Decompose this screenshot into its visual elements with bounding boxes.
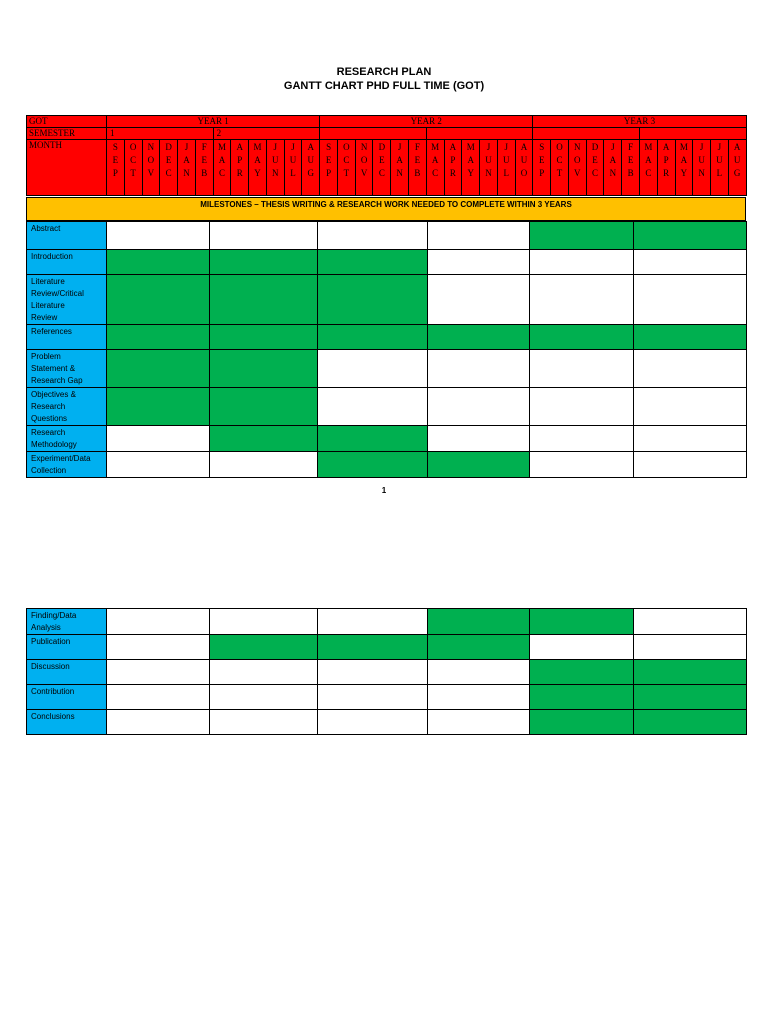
month-letter: C bbox=[432, 168, 439, 178]
month-letter: P bbox=[663, 155, 669, 165]
timeline-cell-empty bbox=[530, 350, 634, 388]
month-letter: O bbox=[343, 142, 350, 152]
month-letter: B bbox=[627, 168, 634, 178]
task-label bbox=[27, 660, 107, 685]
month-letter: C bbox=[165, 168, 172, 178]
timeline-cell-empty bbox=[107, 426, 210, 452]
month-letter: E bbox=[112, 155, 119, 165]
month-letter: V bbox=[574, 168, 581, 178]
month-letter: E bbox=[379, 155, 385, 165]
task-row bbox=[27, 635, 747, 660]
task-label bbox=[27, 222, 107, 250]
month-letter: C bbox=[645, 168, 652, 178]
timeline-cell-active bbox=[428, 452, 530, 478]
timeline-cell-active bbox=[318, 250, 428, 275]
task-label-line: Introduction bbox=[31, 252, 73, 261]
timeline-cell-active bbox=[530, 325, 634, 350]
milestone-banner: MILESTONES – THESIS WRITING & RESEARCH WORK NEEDED TO COMPLETE WITHIN 3 YEARS bbox=[26, 197, 746, 221]
month-letter: C bbox=[378, 168, 385, 178]
month-cell bbox=[711, 140, 729, 196]
timeline-cell-empty bbox=[107, 452, 210, 478]
month-cell bbox=[693, 140, 711, 196]
task-label bbox=[27, 325, 107, 350]
task-label-line: Collection bbox=[31, 466, 67, 475]
timeline-cell-active bbox=[318, 325, 428, 350]
task-row bbox=[27, 250, 747, 275]
month-letter: D bbox=[165, 142, 172, 152]
task-label bbox=[27, 426, 107, 452]
task-label bbox=[27, 635, 107, 660]
task-row bbox=[27, 710, 747, 735]
month-cell bbox=[515, 140, 533, 196]
month-letter: A bbox=[449, 142, 457, 152]
semester-cell: 1 bbox=[107, 128, 214, 140]
timeline-cell-active bbox=[634, 660, 747, 685]
timeline-cell-empty bbox=[210, 222, 318, 250]
month-letter: M bbox=[466, 142, 475, 152]
month-letter: G bbox=[733, 168, 741, 178]
timeline-cell-empty bbox=[634, 388, 747, 426]
month-letter: O bbox=[360, 155, 368, 165]
month-letter: N bbox=[147, 142, 155, 152]
timeline-cell-empty bbox=[318, 609, 428, 635]
month-letter: F bbox=[628, 142, 634, 152]
month-letter: A bbox=[733, 142, 741, 152]
timeline-cell-active bbox=[107, 350, 210, 388]
month-letter: U bbox=[485, 155, 492, 165]
month-letter: J bbox=[184, 142, 189, 152]
task-label bbox=[27, 609, 107, 635]
timeline-cell-empty bbox=[318, 685, 428, 710]
timeline-cell-active bbox=[210, 250, 318, 275]
timeline-cell-empty bbox=[318, 222, 428, 250]
month-letter: P bbox=[326, 168, 332, 178]
month-letter: N bbox=[698, 168, 705, 178]
month-letter: U bbox=[307, 155, 315, 165]
task-label-line: Analysis bbox=[31, 623, 61, 632]
month-letter: A bbox=[218, 155, 226, 165]
timeline-cell-active bbox=[530, 660, 634, 685]
task-label bbox=[27, 350, 107, 388]
month-letter: J bbox=[291, 142, 295, 152]
month-letter: A bbox=[396, 155, 403, 165]
month-cell bbox=[213, 140, 231, 196]
month-letter: C bbox=[218, 168, 225, 178]
month-letter: B bbox=[414, 168, 421, 178]
month-letter: C bbox=[556, 155, 563, 165]
task-row bbox=[27, 609, 747, 635]
timeline-cell-empty bbox=[428, 350, 530, 388]
task-row bbox=[27, 222, 747, 250]
month-cell bbox=[231, 140, 249, 196]
timeline-cell-empty bbox=[530, 452, 634, 478]
month-cell bbox=[320, 140, 338, 196]
month-cell bbox=[302, 140, 320, 196]
timeline-cell-active bbox=[634, 685, 747, 710]
timeline-cell-empty bbox=[634, 426, 747, 452]
month-letter: E bbox=[165, 155, 172, 165]
month-letter: A bbox=[662, 142, 670, 152]
timeline-cell-empty bbox=[107, 222, 210, 250]
month-letter: D bbox=[378, 142, 386, 152]
title-line-2: GANTT CHART PHD FULL TIME (GOT) bbox=[283, 80, 485, 92]
task-label-line: Review/Critical bbox=[31, 289, 84, 298]
task-label bbox=[27, 710, 107, 735]
timeline-cell-empty bbox=[634, 452, 747, 478]
task-label-line: Research Gap bbox=[31, 376, 83, 385]
month-letter: T bbox=[556, 168, 563, 178]
month-letter: R bbox=[663, 168, 670, 178]
timeline-cell-active bbox=[530, 609, 634, 635]
task-row bbox=[27, 452, 747, 478]
task-label-line: Publication bbox=[31, 637, 71, 646]
task-label-line: Objectives & bbox=[31, 390, 76, 399]
timeline-cell-active bbox=[530, 710, 634, 735]
timeline-cell-active bbox=[318, 635, 428, 660]
month-letter: V bbox=[360, 168, 368, 178]
month-letter: O bbox=[556, 142, 563, 152]
month-cell bbox=[160, 140, 178, 196]
task-label-line: Problem bbox=[31, 352, 61, 361]
month-letter: A bbox=[307, 142, 315, 152]
task-label-line: Research bbox=[31, 402, 66, 411]
timeline-cell-empty bbox=[210, 660, 318, 685]
month-letter: L bbox=[290, 168, 296, 178]
task-table-page-2 bbox=[26, 608, 747, 735]
task-label bbox=[27, 685, 107, 710]
timeline-cell-empty bbox=[428, 222, 530, 250]
task-label bbox=[27, 452, 107, 478]
month-letter: U bbox=[272, 155, 279, 165]
month-letter: Y bbox=[254, 168, 261, 178]
task-row bbox=[27, 350, 747, 388]
timeline-cell-active bbox=[210, 635, 318, 660]
month-letter: A bbox=[520, 142, 528, 152]
timeline-cell-empty bbox=[318, 710, 428, 735]
month-letter: A bbox=[431, 155, 439, 165]
month-cell bbox=[373, 140, 391, 196]
task-row bbox=[27, 388, 747, 426]
month-letter: T bbox=[343, 168, 350, 178]
month-letter: E bbox=[627, 155, 634, 165]
month-letter: J bbox=[504, 142, 508, 152]
year-3-header: YEAR 3 bbox=[533, 116, 746, 128]
timeline-cell-active bbox=[107, 388, 210, 426]
timeline-cell-active bbox=[210, 275, 318, 325]
timeline-cell-active bbox=[428, 325, 530, 350]
month-letter: M bbox=[679, 142, 688, 152]
timeline-cell-empty bbox=[318, 388, 428, 426]
timeline-cell-empty bbox=[634, 275, 747, 325]
timeline-cell-active bbox=[428, 635, 530, 660]
month-cell bbox=[178, 140, 196, 196]
month-cell bbox=[266, 140, 284, 196]
month-cell bbox=[195, 140, 213, 196]
timeline-cell-active bbox=[210, 388, 318, 426]
month-letter: A bbox=[680, 155, 688, 165]
task-label-line: Discussion bbox=[31, 662, 70, 671]
task-label-line: Abstract bbox=[31, 224, 61, 233]
timeline-cell-empty bbox=[428, 710, 530, 735]
month-letter: J bbox=[486, 142, 491, 152]
month-letter: J bbox=[699, 142, 704, 152]
month-letter: O bbox=[147, 155, 155, 165]
month-letter: Y bbox=[680, 168, 688, 178]
month-cell bbox=[497, 140, 515, 196]
semester-cell: 2 bbox=[213, 128, 320, 140]
task-label-line: Questions bbox=[31, 414, 68, 423]
got-row bbox=[27, 116, 747, 128]
timeline-cell-active bbox=[530, 222, 634, 250]
task-label-line: Methodology bbox=[31, 440, 77, 449]
timeline-cell-empty bbox=[318, 350, 428, 388]
month-cell bbox=[675, 140, 693, 196]
month-letter: N bbox=[360, 142, 368, 152]
semester-cell bbox=[426, 128, 533, 140]
month-cell bbox=[639, 140, 657, 196]
month-cell bbox=[480, 140, 498, 196]
task-label bbox=[27, 388, 107, 426]
timeline-cell-empty bbox=[634, 250, 747, 275]
month-cell bbox=[391, 140, 409, 196]
task-row bbox=[27, 275, 747, 325]
timeline-cell-empty bbox=[318, 660, 428, 685]
timeline-cell-empty bbox=[530, 275, 634, 325]
month-letter: E bbox=[201, 155, 207, 165]
timeline-cell-empty bbox=[107, 635, 210, 660]
timeline-cell-active bbox=[107, 325, 210, 350]
month-cell bbox=[409, 140, 427, 196]
task-label-line: References bbox=[31, 327, 72, 336]
month-letter: U bbox=[733, 155, 741, 165]
month-letter: U bbox=[502, 155, 510, 165]
timeline-cell-empty bbox=[530, 635, 634, 660]
month-letter: A bbox=[254, 155, 261, 165]
month-letter: N bbox=[574, 142, 581, 152]
semester-cell bbox=[320, 128, 427, 140]
month-letter: G bbox=[307, 168, 315, 178]
month-letter: S bbox=[539, 142, 545, 152]
month-cell bbox=[426, 140, 444, 196]
month-letter: C bbox=[130, 155, 137, 165]
month-letter: O bbox=[129, 142, 137, 152]
timeline-cell-active bbox=[318, 426, 428, 452]
timeline-cell-empty bbox=[210, 685, 318, 710]
timeline-cell-active bbox=[634, 325, 747, 350]
semester-row bbox=[27, 128, 747, 140]
task-label-line: Review bbox=[31, 313, 58, 322]
month-letter: R bbox=[236, 168, 243, 178]
semester-cell bbox=[639, 128, 746, 140]
task-label-line: Finding/Data bbox=[31, 611, 77, 620]
month-letter: A bbox=[236, 142, 243, 152]
timeline-cell-empty bbox=[428, 250, 530, 275]
month-letter: U bbox=[289, 155, 297, 165]
month-letter: P bbox=[237, 155, 243, 165]
month-letter: N bbox=[272, 168, 279, 178]
timeline-cell-empty bbox=[428, 660, 530, 685]
month-cell bbox=[142, 140, 160, 196]
timeline-cell-empty bbox=[107, 710, 210, 735]
month-letter: S bbox=[112, 142, 118, 152]
month-letter: L bbox=[716, 168, 723, 178]
month-cell bbox=[568, 140, 586, 196]
timeline-cell-empty bbox=[634, 609, 747, 635]
task-label-line: Statement & bbox=[31, 364, 76, 373]
timeline-cell-active bbox=[210, 325, 318, 350]
month-letter: C bbox=[343, 155, 350, 165]
month-letter: J bbox=[611, 142, 615, 152]
month-cell bbox=[107, 140, 125, 196]
timeline-cell-empty bbox=[107, 609, 210, 635]
month-cell bbox=[337, 140, 355, 196]
timeline-cell-empty bbox=[107, 685, 210, 710]
timeline-cell-empty bbox=[210, 710, 318, 735]
month-letter: T bbox=[130, 168, 136, 178]
timeline-cell-active bbox=[634, 222, 747, 250]
month-letter: J bbox=[717, 142, 722, 152]
month-cell bbox=[728, 140, 746, 196]
task-row bbox=[27, 325, 747, 350]
month-cell bbox=[124, 140, 142, 196]
document-title bbox=[0, 65, 768, 93]
timeline-cell-empty bbox=[210, 609, 318, 635]
month-row bbox=[27, 140, 747, 196]
month-cell bbox=[355, 140, 373, 196]
month-letter: E bbox=[414, 155, 421, 165]
timeline-cell-empty bbox=[530, 426, 634, 452]
timeline-cell-active bbox=[210, 350, 318, 388]
month-cell bbox=[551, 140, 569, 196]
month-cell bbox=[462, 140, 480, 196]
month-letter: Y bbox=[467, 168, 474, 178]
month-letter: M bbox=[217, 142, 226, 152]
timeline-cell-empty bbox=[210, 452, 318, 478]
timeline-cell-active bbox=[107, 275, 210, 325]
month-letter: A bbox=[609, 155, 617, 165]
month-letter: N bbox=[609, 168, 617, 178]
month-letter: B bbox=[201, 168, 208, 178]
month-cell bbox=[284, 140, 302, 196]
task-label-line: Literature bbox=[31, 301, 65, 310]
month-cell bbox=[249, 140, 267, 196]
month-letter: S bbox=[326, 142, 332, 152]
month-letter: E bbox=[539, 155, 545, 165]
task-label-line: Experiment/Data bbox=[31, 454, 91, 463]
timeline-cell-active bbox=[210, 426, 318, 452]
month-letter: R bbox=[449, 168, 456, 178]
semester-cell bbox=[533, 128, 640, 140]
month-letter: E bbox=[325, 155, 332, 165]
month-letter: M bbox=[431, 142, 440, 152]
timeline-cell-empty bbox=[428, 388, 530, 426]
month-letter: N bbox=[183, 168, 190, 178]
month-letter: N bbox=[485, 168, 492, 178]
timeline-cell-active bbox=[107, 250, 210, 275]
task-label-line: Conclusions bbox=[31, 712, 75, 721]
task-row bbox=[27, 426, 747, 452]
task-label-line: Literature bbox=[31, 277, 65, 286]
year-2-header: YEAR 2 bbox=[320, 116, 533, 128]
task-table-page-1 bbox=[26, 221, 747, 478]
month-cell bbox=[604, 140, 622, 196]
semester-label: SEMESTER bbox=[27, 128, 107, 140]
month-letter: U bbox=[698, 155, 705, 165]
task-row bbox=[27, 660, 747, 685]
month-letter: A bbox=[183, 155, 190, 165]
month-cell bbox=[586, 140, 604, 196]
month-letter: A bbox=[467, 155, 474, 165]
timeline-cell-active bbox=[318, 452, 428, 478]
task-label-line: Research bbox=[31, 428, 66, 437]
timeline-cell-empty bbox=[428, 275, 530, 325]
month-letter: U bbox=[716, 155, 723, 165]
timeline-cell-active bbox=[428, 609, 530, 635]
timeline-cell-empty bbox=[107, 660, 210, 685]
month-cell bbox=[444, 140, 462, 196]
year-1-header: YEAR 1 bbox=[107, 116, 320, 128]
timeline-cell-active bbox=[318, 275, 428, 325]
timeline-cell-empty bbox=[428, 685, 530, 710]
month-letter: D bbox=[591, 142, 599, 152]
month-letter: F bbox=[201, 142, 207, 152]
month-letter: O bbox=[574, 155, 581, 165]
month-letter: C bbox=[592, 168, 599, 178]
timeline-cell-active bbox=[634, 710, 747, 735]
timeline-cell-empty bbox=[530, 388, 634, 426]
month-cell bbox=[657, 140, 675, 196]
timeline-cell-empty bbox=[428, 426, 530, 452]
month-letter: M bbox=[253, 142, 262, 152]
month-letter: V bbox=[147, 168, 155, 178]
month-letter: E bbox=[592, 155, 598, 165]
month-letter: J bbox=[397, 142, 402, 152]
timeline-cell-empty bbox=[634, 635, 747, 660]
month-letter: P bbox=[450, 155, 456, 165]
timeline-cell-active bbox=[530, 685, 634, 710]
month-cell bbox=[533, 140, 551, 196]
month-cell bbox=[622, 140, 640, 196]
task-label bbox=[27, 275, 107, 325]
page-number: 1 bbox=[381, 486, 387, 495]
month-letter: L bbox=[503, 168, 509, 178]
month-letter: M bbox=[644, 142, 653, 152]
gantt-header bbox=[26, 115, 747, 196]
timeline-cell-empty bbox=[530, 250, 634, 275]
month-label: MONTH bbox=[27, 140, 107, 196]
month-letter: P bbox=[539, 168, 545, 178]
month-letter: N bbox=[396, 168, 403, 178]
month-letter: P bbox=[112, 168, 118, 178]
month-letter: O bbox=[520, 168, 528, 178]
got-label: GOT bbox=[27, 116, 107, 128]
month-letter: J bbox=[273, 142, 278, 152]
timeline-cell-empty bbox=[634, 350, 747, 388]
month-letter: F bbox=[414, 142, 420, 152]
task-label-line: Contribution bbox=[31, 687, 75, 696]
month-letter: A bbox=[645, 155, 652, 165]
task-label bbox=[27, 250, 107, 275]
title-line-1: RESEARCH PLAN bbox=[336, 66, 432, 78]
month-letter: U bbox=[520, 155, 528, 165]
task-row bbox=[27, 685, 747, 710]
